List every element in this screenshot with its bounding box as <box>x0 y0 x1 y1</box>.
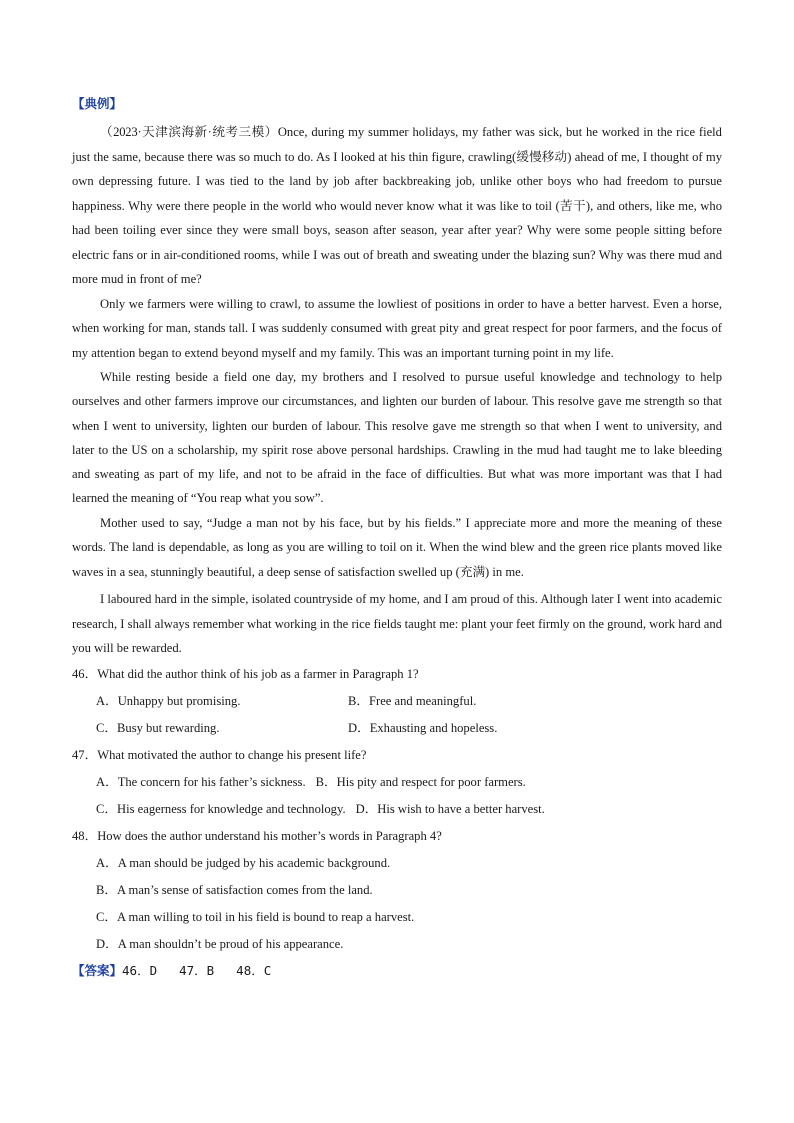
question-48 <box>72 823 722 958</box>
option-b: B．Free and meaningful. <box>348 693 477 708</box>
options-row <box>72 769 722 796</box>
source-citation: （2023·天津滨海新·统考三模） <box>100 125 278 139</box>
option-d: D．His wish to have a better harvest. <box>355 801 545 816</box>
paragraph-2: Only we farmers were willing to crawl, to assume the lowliest of positions in order to have a better harvest. Even a horse, when working for man, stands tall. I was suddenly consumed with great pity and great respect for poor farmers, and the focus of my attention began to extend beyond myself and my family. This was an important turning point in my life. <box>72 296 722 360</box>
option-c: C．Busy but rewarding. <box>96 720 220 735</box>
question-47 <box>72 742 722 823</box>
option-a: A．The concern for his father’s sickness. <box>96 774 306 789</box>
paragraph-5: I laboured hard in the simple, isolated countryside of my home, and I am proud of this. Although later I went into academic research, I shall always remember what working in the rice fields taught me: plant your feet firmly on the ground, work hard and you will be rewarded. <box>72 592 722 656</box>
option-a: A．A man should be judged by his academic background. <box>96 855 391 870</box>
option-b: B．A man’s sense of satisfaction comes from the land. <box>96 882 373 897</box>
example-label: 【典例】 <box>72 96 123 111</box>
question-stem: 48．How does the author understand his mother’s words in Paragraph 4? <box>72 828 442 843</box>
options-row <box>72 688 722 715</box>
answer-48: 48．C <box>236 962 272 978</box>
paragraph-1 <box>72 120 722 292</box>
option-b: B．His pity and respect for poor farmers. <box>315 774 526 789</box>
paragraph-4: Mother used to say, “Judge a man not by his face, but by his fields.” I appreciate more and more the meaning of these words. The land is dependable, as long as you are willing to toil on it. When the wind blew and the green rice plants moved like waves in a sea, stunningly beautiful, a deep sense of satisfaction swelled up (充满) in me. <box>72 515 722 579</box>
question-stem: 47．What motivated the author to change his present life? <box>72 747 367 762</box>
question-46 <box>72 661 722 742</box>
example-heading <box>72 94 722 120</box>
options-row <box>72 796 722 823</box>
option-c: C．His eagerness for knowledge and technology. <box>96 801 346 816</box>
answer-46: 46．D <box>122 962 158 978</box>
options-row <box>72 715 722 742</box>
answer-47: 47．B <box>179 962 215 978</box>
option-a: A．Unhappy but promising. <box>96 693 241 708</box>
paragraph-1-text: Once, during my summer holidays, my father was sick, but he worked in the rice field just the same, because there was so much to do. As I looked at his thin figure, crawling(缓慢移动) ahead of me, I thought of my own depressing future. I was tied to the land by job after backbreaking job, unlike other boys who had freedom to pursue happiness. Why were there people in the world who would never know what it was like to toil (苦干), and others, like me, who had been toiling ever since they were small boys, season after season, year after year? Why were some people sitting before electric fans or in air-conditioned rooms, while I was out of breath and sweating under the blazing sun? Why was there mud and more mud in front of me? <box>72 125 722 286</box>
answer-line <box>72 960 722 982</box>
question-stem: 46．What did the author think of his job as a farmer in Paragraph 1? <box>72 666 419 681</box>
content <box>72 94 722 982</box>
option-d: D．A man shouldn’t be proud of his appearance. <box>96 936 344 951</box>
answer-label: 【答案】 <box>72 962 123 978</box>
paragraph-3: While resting beside a field one day, my brothers and I resolved to pursue useful knowledge and technology to help ourselves and other farmers improve our circumstances, and lighten our burden of labour. This resolve gave me strength so that when I went to university, lighten our burden of labour. This resolve gave me strength so that when I went to university, and later to the US on a scholarship, my spirit rose above personal hardships. Crawling in the mud had taught me to lake bleeding and sweating as part of my life, and not to be afraid in the face of difficulties. But what was more important was that I had learned the meaning of “You reap what you sow”. <box>72 370 722 506</box>
option-c: C．A man willing to toil in his field is bound to reap a harvest. <box>96 909 415 924</box>
option-d: D．Exhausting and hopeless. <box>348 720 498 735</box>
